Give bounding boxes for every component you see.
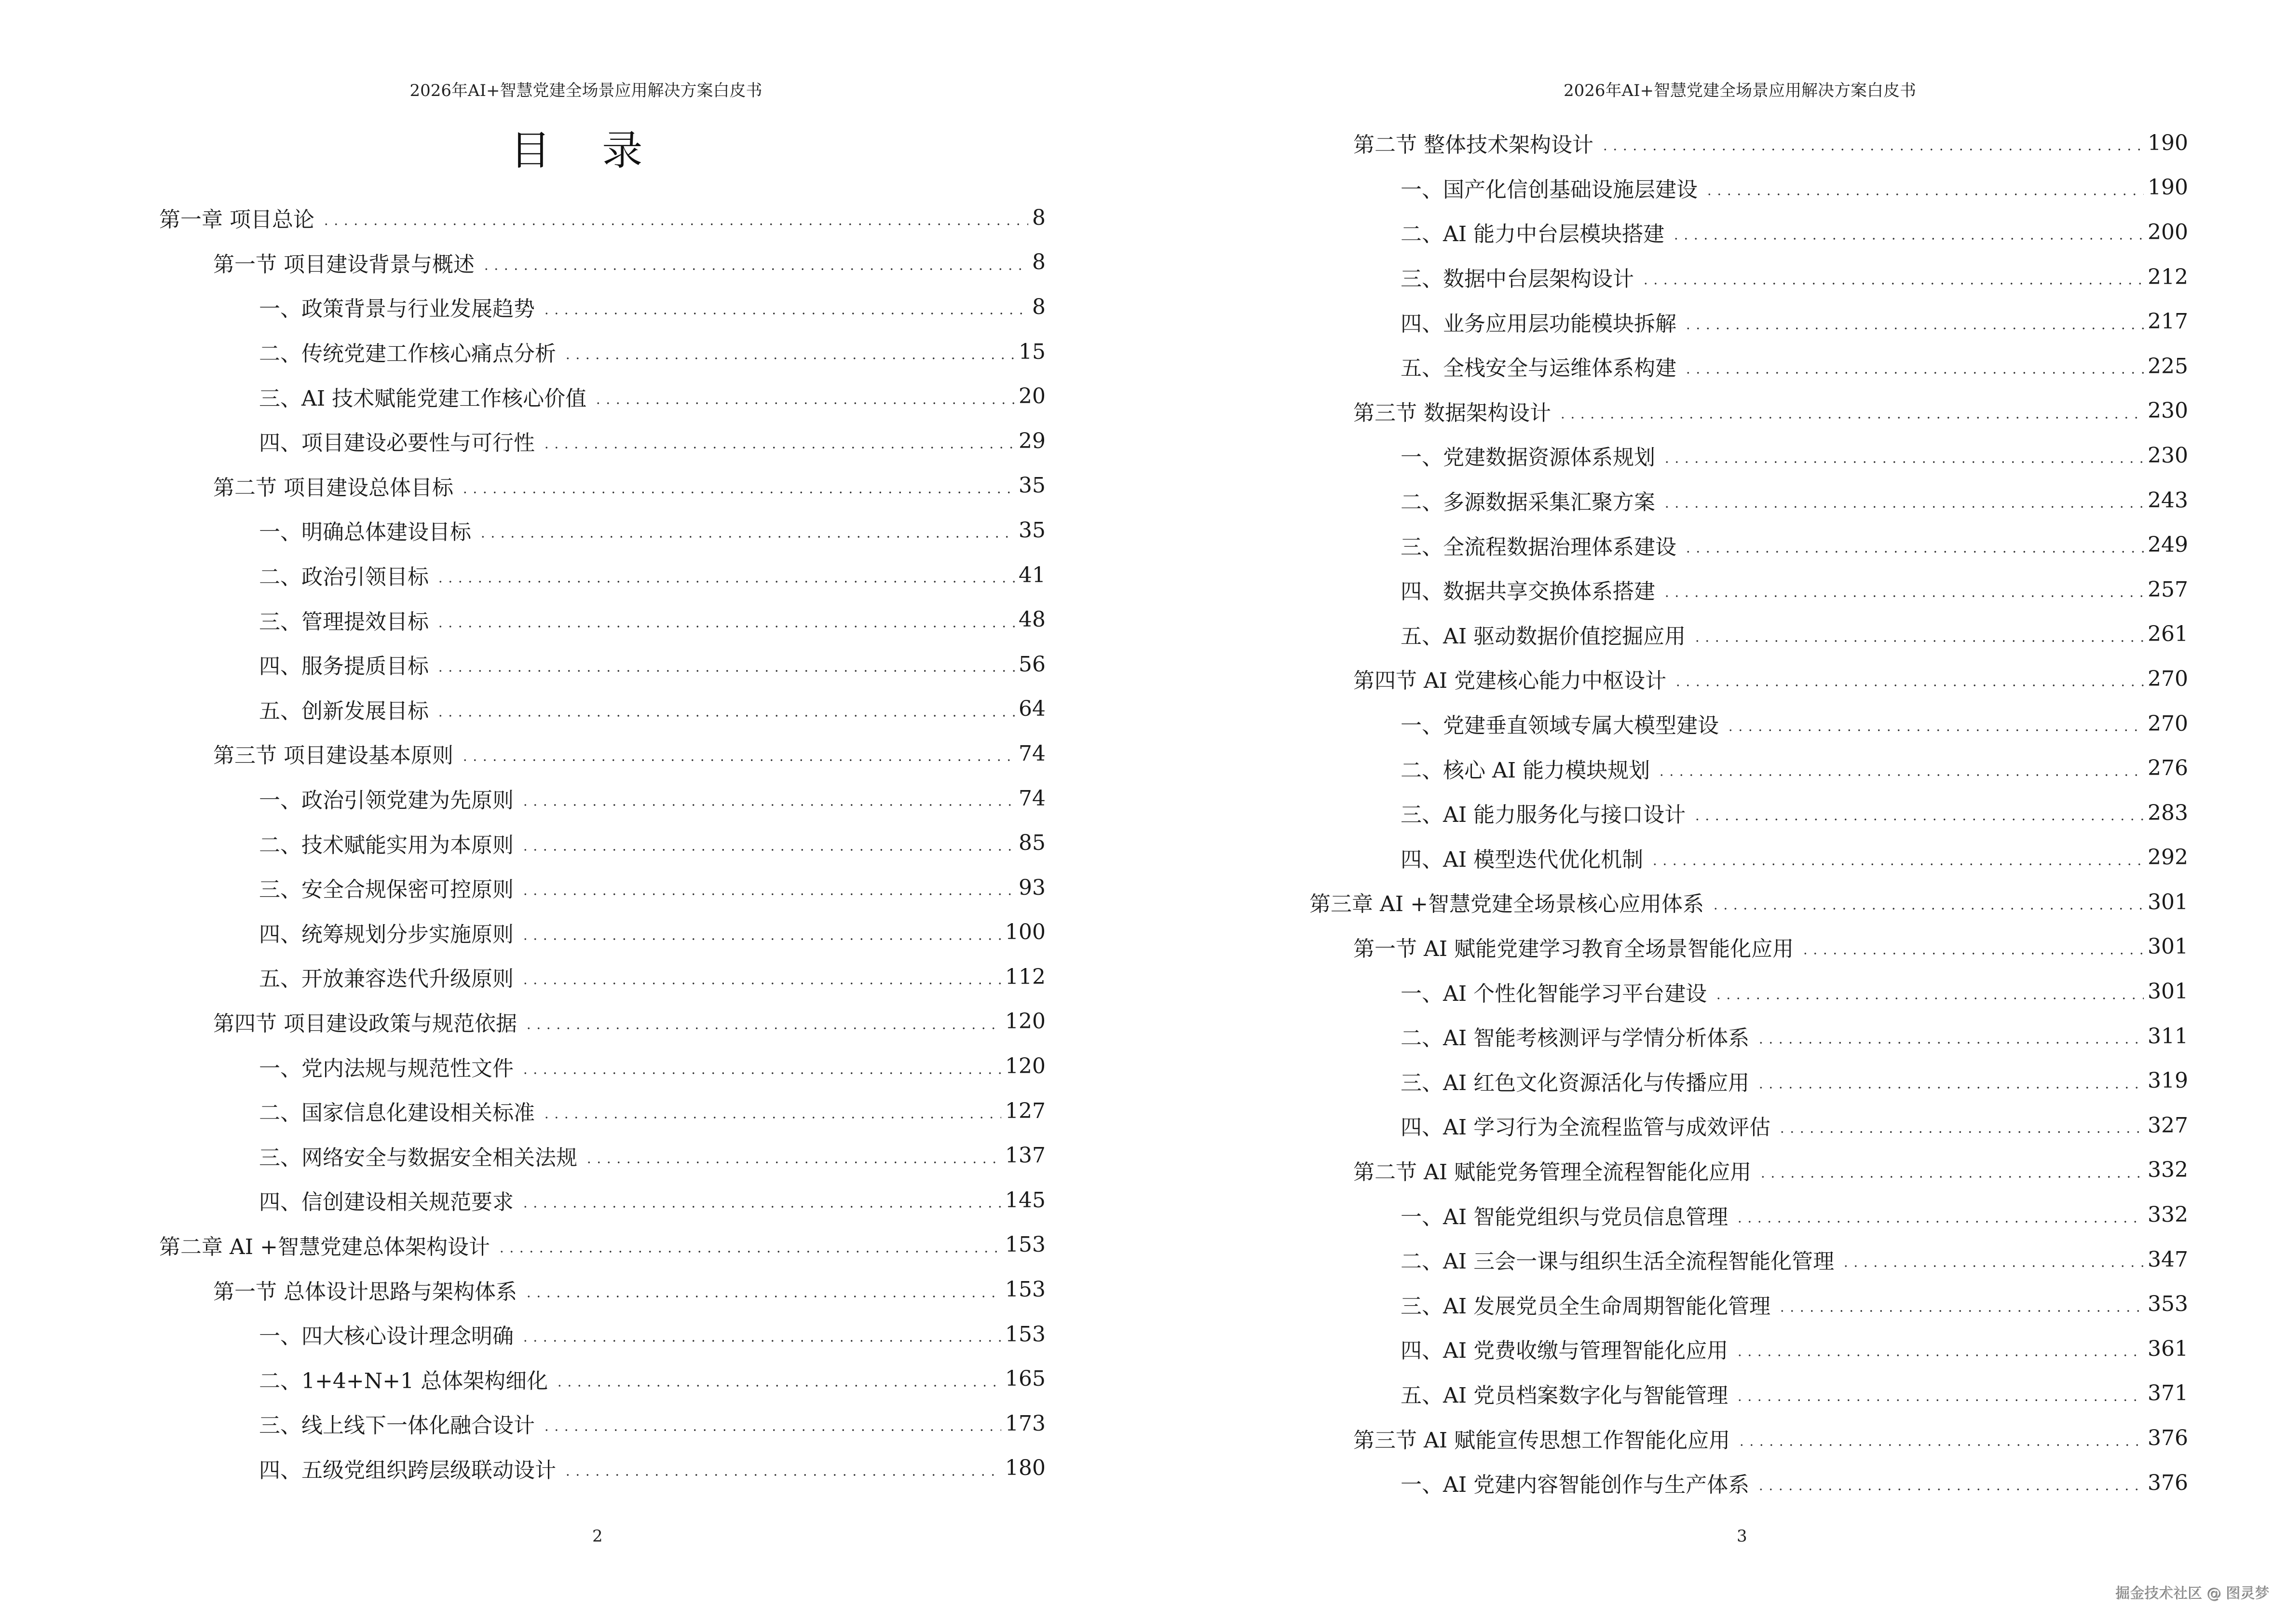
toc-entry-page-number: 283 [2148, 800, 2188, 825]
dot-leader [1662, 445, 2144, 466]
toc-entry-page-number: 74 [1019, 786, 1046, 811]
toc-subsection-entry[interactable] [1144, 969, 2188, 1014]
toc-entry-page-number: 35 [1019, 473, 1046, 498]
dot-leader [524, 1011, 1001, 1032]
toc-entry-page-number: 361 [2148, 1336, 2188, 1361]
toc-entry-label: 第一节 总体设计思路与架构体系 [213, 1279, 517, 1304]
toc-subsection-entry[interactable] [1144, 1282, 2188, 1326]
toc-entry-page-number: 243 [2148, 488, 2188, 513]
toc-entry-label: 一、党建垂直领域专属大模型建设 [1401, 713, 1719, 738]
toc-subsection-entry[interactable] [0, 508, 1046, 553]
toc-subsection-entry[interactable] [0, 687, 1046, 732]
toc-entry-label: 三、AI 能力服务化与接口设计 [1401, 803, 1686, 828]
toc-entry-label: 二、技术赋能实用为本原则 [259, 832, 514, 858]
toc-entry-label: 一、AI 智能党组织与党员信息管理 [1401, 1204, 1729, 1229]
toc-entry-label: 第三节 AI 赋能宣传思想工作智能化应用 [1353, 1428, 1730, 1453]
toc-entry-label: 一、政策背景与行业发展趋势 [259, 297, 535, 322]
toc-entry-page-number: 127 [1005, 1098, 1046, 1123]
toc-entry-page-number: 145 [1005, 1187, 1046, 1213]
dot-leader [1558, 400, 2144, 422]
dot-leader [520, 1324, 1001, 1345]
dot-leader [1683, 534, 2144, 556]
toc-entry-page-number: 319 [2148, 1068, 2188, 1093]
toc-subsection-entry[interactable] [1144, 612, 2188, 657]
toc-subsection-entry[interactable] [0, 820, 1046, 865]
toc-subsection-entry[interactable] [0, 865, 1046, 910]
toc-entry-label: 三、全流程数据治理体系建设 [1401, 534, 1676, 560]
toc-subsection-entry[interactable] [1144, 255, 2188, 300]
toc-entry-label: 三、AI 红色文化资源活化与传播应用 [1401, 1070, 1750, 1095]
toc-subsection-entry[interactable] [0, 1446, 1046, 1491]
toc-subsection-entry[interactable] [1144, 299, 2188, 344]
toc-subsection-entry[interactable] [1144, 791, 2188, 835]
dot-leader [1683, 355, 2144, 377]
toc-entry-page-number: 347 [2148, 1247, 2188, 1272]
dot-leader [584, 1145, 1001, 1166]
toc-entry-label: 五、AI 驱动数据价值挖掘应用 [1401, 624, 1686, 649]
dot-leader [1671, 221, 2144, 243]
toc-subsection-entry[interactable] [1144, 1237, 2188, 1282]
toc-entry-label: 二、核心 AI 能力模块规划 [1401, 758, 1650, 783]
toc-entry-page-number: 8 [1032, 294, 1046, 319]
toc-entry-label: 三、网络安全与数据安全相关法规 [259, 1145, 577, 1170]
toc-subsection-entry[interactable] [0, 1178, 1046, 1223]
toc-entry-label: 第三节 项目建设基本原则 [213, 743, 453, 768]
dot-leader [520, 832, 1015, 854]
dot-leader [1756, 1070, 2144, 1092]
toc-entry-page-number: 165 [1005, 1366, 1046, 1392]
dot-leader [1735, 1204, 2144, 1226]
toc-entry-label: 四、AI 党费收缴与管理智能化应用 [1401, 1338, 1729, 1364]
toc-entry-label: 一、国产化信创基础设施层建设 [1401, 177, 1698, 202]
dot-leader [1683, 311, 2144, 332]
toc-subsection-entry[interactable] [0, 955, 1046, 999]
toc-section-entry[interactable] [1144, 389, 2188, 434]
dot-leader [497, 1234, 1001, 1256]
dot-leader [555, 1368, 1001, 1390]
toc-entry-page-number: 56 [1019, 652, 1046, 677]
toc-subsection-entry[interactable] [1144, 478, 2188, 523]
dot-leader [1704, 177, 2144, 198]
toc-entry-page-number: 225 [2148, 354, 2188, 379]
toc-entry-label: 三、管理提效目标 [259, 609, 429, 634]
toc-section-entry[interactable] [1144, 121, 2188, 165]
toc-entry-label: 二、传统党建工作核心痛点分析 [259, 341, 556, 367]
right-page [1144, 0, 2287, 1624]
dot-leader [1662, 490, 2144, 511]
watermark: 掘金技术社区 @ 图灵梦 [2115, 1585, 2270, 1602]
toc-entry-label: 五、AI 党员档案数字化与智能管理 [1401, 1383, 1729, 1408]
dot-leader [1777, 1294, 2144, 1315]
toc-entry-page-number: 376 [2148, 1426, 2188, 1451]
toc-entry-label: 四、五级党组织跨层级联动设计 [259, 1458, 556, 1483]
toc-entry-label: 四、数据共享交换体系搭建 [1401, 579, 1655, 604]
toc-entry-page-number: 173 [1005, 1411, 1046, 1436]
toc-entry-label: 四、统筹规划分步实施原则 [259, 922, 514, 947]
toc-section-entry[interactable] [1144, 656, 2188, 701]
toc-entry-page-number: 64 [1019, 696, 1046, 722]
dot-leader [321, 207, 1028, 228]
toc-subsection-entry[interactable] [0, 642, 1046, 687]
toc-subsection-entry[interactable] [1144, 1058, 2188, 1103]
dot-leader [1641, 266, 2144, 287]
toc-entry-label: 三、AI 发展党员全生命周期智能化管理 [1401, 1294, 1771, 1319]
toc-subsection-entry[interactable] [1144, 433, 2188, 478]
dot-leader [436, 564, 1015, 586]
dot-leader [520, 877, 1015, 898]
toc-entry-page-number: 230 [2148, 443, 2188, 468]
toc-entry-page-number: 212 [2148, 264, 2188, 289]
toc-entry-label: 二、AI 三会一课与组织生活全流程智能化管理 [1401, 1249, 1835, 1274]
toc-entry-page-number: 153 [1005, 1322, 1046, 1347]
toc-subsection-entry[interactable] [1144, 1014, 2188, 1059]
page-number: 3 [1737, 1527, 1747, 1546]
toc-entry-label: 二、国家信息化建设相关标准 [259, 1101, 535, 1126]
toc-entry-page-number: 41 [1019, 562, 1046, 587]
dot-leader [1777, 1115, 2144, 1136]
toc-entry-page-number: 327 [2148, 1113, 2188, 1138]
toc-subsection-entry[interactable] [1144, 165, 2188, 210]
toc-entry-label: 一、党内法规与规范性文件 [259, 1056, 514, 1081]
dot-leader [1756, 1472, 2144, 1493]
toc-entry-label: 四、AI 模型迭代优化机制 [1401, 847, 1644, 872]
toc-entry-label: 第二章 AI +智慧党建总体架构设计 [159, 1234, 490, 1259]
toc-subsection-entry[interactable] [0, 1312, 1046, 1357]
toc-section-entry[interactable] [0, 999, 1046, 1044]
dot-leader [1726, 713, 2144, 734]
toc-entry-page-number: 180 [1005, 1456, 1046, 1481]
toc-subsection-entry[interactable] [1144, 701, 2188, 746]
toc-entry-page-number: 270 [2148, 666, 2188, 691]
toc-entry-label: 第二节 整体技术架构设计 [1353, 133, 1593, 158]
dot-leader [1756, 1025, 2144, 1047]
toc-chapter-entry[interactable] [0, 1223, 1046, 1268]
toc-entry-label: 一、明确总体建设目标 [259, 520, 471, 545]
toc-entry-page-number: 376 [2148, 1470, 2188, 1495]
dot-leader [1600, 132, 2144, 153]
toc-subsection-entry[interactable] [0, 910, 1046, 955]
toc-entry-page-number: 311 [2148, 1024, 2188, 1049]
toc-subsection-entry[interactable] [1144, 1460, 2188, 1505]
toc-entry-page-number: 190 [2148, 175, 2188, 200]
toc-entry-label: 四、项目建设必要性与可行性 [259, 431, 535, 456]
toc-title: 目 录 [510, 127, 662, 174]
toc-entry-label: 第二节 AI 赋能党务管理全流程智能化应用 [1353, 1160, 1752, 1185]
toc-entry-page-number: 100 [1005, 920, 1046, 945]
toc-subsection-entry[interactable] [1144, 522, 2188, 567]
toc-entry-label: 五、全栈安全与运维体系构建 [1401, 356, 1676, 381]
dot-leader [563, 1458, 1001, 1479]
toc-entry-page-number: 93 [1019, 875, 1046, 900]
toc-entry-page-number: 249 [2148, 532, 2188, 558]
toc-entry-page-number: 292 [2148, 845, 2188, 870]
dot-leader [563, 341, 1015, 362]
dot-leader [520, 1189, 1001, 1211]
toc-entry-label: 第三章 AI +智慧党建全场景核心应用体系 [1309, 892, 1704, 917]
toc-chapter-entry[interactable] [0, 195, 1046, 240]
dot-leader [1735, 1338, 2144, 1359]
dot-leader [520, 788, 1015, 809]
toc-entry-page-number: 85 [1019, 831, 1046, 856]
dot-leader [478, 519, 1015, 541]
toc-section-entry[interactable] [1144, 925, 2188, 969]
toc-entry-label: 二、AI 能力中台层模块搭建 [1401, 222, 1665, 247]
toc-section-entry[interactable] [1144, 1148, 2188, 1193]
dot-leader [460, 475, 1015, 496]
toc-entry-label: 一、四大核心设计理念明确 [259, 1324, 514, 1349]
dot-leader [542, 1413, 1001, 1434]
toc-section-entry[interactable] [0, 464, 1046, 508]
dot-leader [1711, 891, 2144, 913]
toc-subsection-entry[interactable] [1144, 835, 2188, 880]
toc-section-entry[interactable] [0, 731, 1046, 776]
toc-entry-page-number: 8 [1032, 250, 1046, 275]
toc-subsection-entry[interactable] [0, 553, 1046, 598]
dot-leader [1662, 579, 2144, 600]
toc-subsection-entry[interactable] [1144, 746, 2188, 791]
toc-entry-label: 第四节 AI 党建核心能力中枢设计 [1353, 669, 1667, 694]
toc-entry-page-number: 20 [1019, 384, 1046, 409]
dot-leader [542, 430, 1015, 451]
toc-entry-label: 二、政治引领目标 [259, 565, 429, 590]
toc-entry-label: 四、信创建设相关规范要求 [259, 1190, 514, 1215]
toc-entry-label: 一、政治引领党建为先原则 [259, 788, 514, 813]
toc-entry-page-number: 332 [2148, 1158, 2188, 1183]
toc-subsection-entry[interactable] [1144, 1192, 2188, 1237]
toc-entry-label: 第二节 项目建设总体目标 [213, 475, 453, 500]
toc-entry-page-number: 74 [1019, 741, 1046, 766]
running-header: 2026年AI+智慧党建全场景应用解决方案白皮书 [409, 81, 762, 100]
toc-subsection-entry[interactable] [1144, 567, 2188, 612]
toc-entry-label: 二、多源数据采集汇聚方案 [1401, 490, 1655, 515]
toc-entry-page-number: 332 [2148, 1202, 2188, 1228]
toc-entry-label: 一、党建数据资源体系规划 [1401, 445, 1655, 470]
toc-list-right [1144, 121, 2188, 1505]
toc-entry-label: 五、开放兼容迭代升级原则 [259, 967, 514, 992]
toc-entry-page-number: 112 [1005, 964, 1046, 989]
toc-entry-label: 二、AI 智能考核测评与学情分析体系 [1401, 1026, 1750, 1051]
toc-entry-label: 五、创新发展目标 [259, 698, 429, 723]
dot-leader [520, 966, 1001, 987]
dot-leader [1758, 1160, 2144, 1181]
toc-entry-page-number: 8 [1032, 205, 1046, 230]
toc-subsection-entry[interactable] [0, 374, 1046, 419]
toc-entry-page-number: 261 [2148, 622, 2188, 647]
dot-leader [1650, 847, 2144, 868]
dot-leader [593, 386, 1015, 407]
toc-entry-label: 四、业务应用层功能模块拆解 [1401, 311, 1676, 336]
toc-subsection-entry[interactable] [0, 1356, 1046, 1401]
dot-leader [436, 698, 1015, 720]
toc-entry-label: 一、AI 个性化智能学习平台建设 [1401, 981, 1707, 1006]
toc-entry-page-number: 276 [2148, 756, 2188, 781]
toc-entry-label: 第四节 项目建设政策与规范依据 [213, 1011, 517, 1036]
toc-entry-label: 二、1+4+N+1 总体架构细化 [259, 1368, 548, 1393]
toc-subsection-entry[interactable] [1144, 210, 2188, 255]
toc-chapter-entry[interactable] [1144, 880, 2188, 925]
toc-entry-page-number: 257 [2148, 577, 2188, 602]
dot-leader [520, 922, 1001, 943]
toc-entry-label: 四、AI 学习行为全流程监管与成效评估 [1401, 1115, 1771, 1140]
toc-section-entry[interactable] [0, 240, 1046, 285]
toc-entry-page-number: 270 [2148, 711, 2188, 736]
toc-entry-label: 第一节 AI 赋能党建学习教育全场景智能化应用 [1353, 936, 1794, 961]
toc-entry-label: 三、线上线下一体化融合设计 [259, 1413, 535, 1438]
toc-subsection-entry[interactable] [0, 329, 1046, 374]
toc-subsection-entry[interactable] [1144, 1326, 2188, 1371]
dot-leader [1657, 758, 2144, 779]
toc-entry-page-number: 301 [2148, 934, 2188, 959]
toc-entry-label: 三、安全合规保密可控原则 [259, 877, 514, 902]
toc-section-entry[interactable] [0, 1267, 1046, 1312]
toc-entry-page-number: 137 [1005, 1143, 1046, 1168]
dot-leader [1735, 1383, 2144, 1404]
dot-leader [1841, 1249, 2144, 1270]
toc-entry-page-number: 200 [2148, 219, 2188, 245]
dot-leader [1692, 802, 2144, 823]
toc-subsection-entry[interactable] [0, 597, 1046, 642]
toc-entry-page-number: 153 [1005, 1277, 1046, 1302]
toc-entry-page-number: 35 [1019, 518, 1046, 543]
dot-leader [436, 609, 1015, 630]
dot-leader [1714, 981, 2144, 1002]
running-header: 2026年AI+智慧党建全场景应用解决方案白皮书 [1564, 81, 1916, 100]
toc-entry-page-number: 190 [2148, 130, 2188, 155]
toc-section-entry[interactable] [1144, 1416, 2188, 1460]
toc-subsection-entry[interactable] [0, 776, 1046, 821]
toc-subsection-entry[interactable] [0, 1044, 1046, 1089]
toc-entry-page-number: 371 [2148, 1381, 2188, 1406]
toc-entry-label: 一、AI 党建内容智能创作与生产体系 [1401, 1473, 1750, 1498]
dot-leader [460, 743, 1015, 764]
toc-subsection-entry[interactable] [1144, 344, 2188, 389]
toc-subsection-entry[interactable] [1144, 1371, 2188, 1416]
toc-entry-page-number: 301 [2148, 889, 2188, 914]
dot-leader [524, 1279, 1001, 1300]
toc-entry-page-number: 353 [2148, 1292, 2188, 1317]
toc-entry-page-number: 29 [1019, 428, 1046, 453]
toc-entry-page-number: 217 [2148, 309, 2188, 334]
dot-leader [1737, 1428, 2144, 1449]
toc-subsection-entry[interactable] [0, 1401, 1046, 1446]
toc-subsection-entry[interactable] [0, 1133, 1046, 1178]
dot-leader [542, 1100, 1001, 1121]
dot-leader [1673, 668, 2144, 689]
toc-entry-label: 第一章 项目总论 [159, 207, 314, 232]
toc-subsection-entry[interactable] [0, 1089, 1046, 1133]
dot-leader [542, 296, 1028, 317]
toc-entry-page-number: 48 [1019, 607, 1046, 632]
toc-entry-label: 第一节 项目建设背景与概述 [213, 252, 475, 277]
dot-leader [1692, 624, 2144, 645]
dot-leader [436, 654, 1015, 675]
toc-subsection-entry[interactable] [0, 285, 1046, 329]
toc-entry-label: 三、数据中台层架构设计 [1401, 267, 1634, 292]
toc-entry-page-number: 301 [2148, 979, 2188, 1004]
toc-entry-page-number: 153 [1005, 1232, 1046, 1257]
dot-leader [481, 252, 1028, 273]
toc-entry-label: 三、AI 技术赋能党建工作核心价值 [259, 386, 587, 411]
toc-entry-label: 四、服务提质目标 [259, 654, 429, 679]
page-number: 2 [592, 1527, 603, 1546]
toc-entry-page-number: 120 [1005, 1009, 1046, 1034]
toc-entry-label: 第三节 数据架构设计 [1353, 400, 1551, 425]
toc-list-left [0, 195, 1046, 1490]
toc-entry-page-number: 120 [1005, 1054, 1046, 1079]
toc-entry-page-number: 230 [2148, 398, 2188, 423]
toc-entry-page-number: 15 [1019, 339, 1046, 364]
toc-subsection-entry[interactable] [0, 419, 1046, 464]
toc-subsection-entry[interactable] [1144, 1103, 2188, 1148]
dot-leader [1800, 936, 2144, 957]
dot-leader [520, 1056, 1001, 1077]
